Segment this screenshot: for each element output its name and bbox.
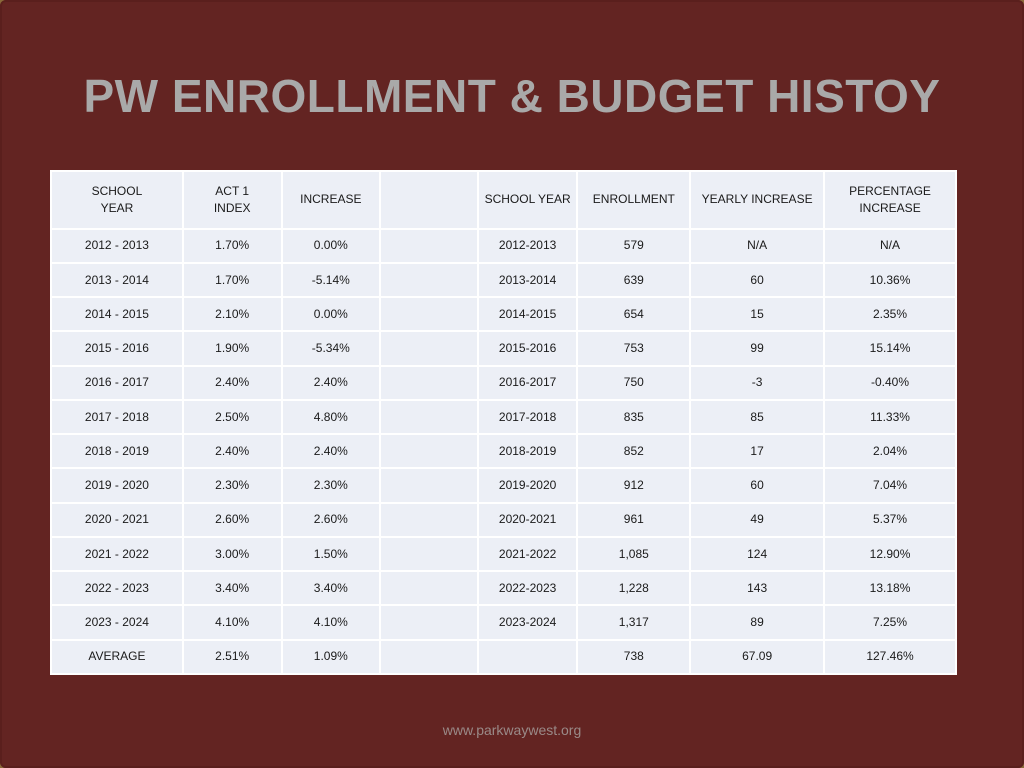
cell-increase: 2.60% xyxy=(282,503,381,537)
cell-yearly-increase: 15 xyxy=(690,297,824,331)
cell-act1-index: 1.70% xyxy=(183,263,282,297)
cell-spacer xyxy=(380,468,478,502)
cell-enrollment: 1,228 xyxy=(577,571,690,605)
cell-percentage-increase: 11.33% xyxy=(824,400,956,434)
cell-percentage-increase: 7.04% xyxy=(824,468,956,502)
cell-enrollment: 835 xyxy=(577,400,690,434)
cell-spacer xyxy=(380,366,478,400)
table-row xyxy=(51,537,956,571)
cell-percentage-increase: 13.18% xyxy=(824,571,956,605)
cell-school-year: 2015 - 2016 xyxy=(51,331,183,365)
cell-yearly-increase: N/A xyxy=(690,229,824,263)
cell-yearly-increase: 60 xyxy=(690,263,824,297)
cell-school-year-enrollment: 2023-2024 xyxy=(478,605,578,639)
cell-increase: 4.80% xyxy=(282,400,381,434)
cell-increase: 1.09% xyxy=(282,640,381,674)
table-row xyxy=(51,468,956,502)
cell-percentage-increase: 10.36% xyxy=(824,263,956,297)
slide-title: PW ENROLLMENT & BUDGET HISTOY xyxy=(83,70,941,122)
cell-percentage-increase: N/A xyxy=(824,229,956,263)
header-school-year: SCHOOL YEAR xyxy=(51,171,183,229)
cell-school-year: 2022 - 2023 xyxy=(51,571,183,605)
cell-school-year: 2017 - 2018 xyxy=(51,400,183,434)
cell-school-year: 2013 - 2014 xyxy=(51,263,183,297)
cell-spacer xyxy=(380,400,478,434)
cell-enrollment: 753 xyxy=(577,331,690,365)
cell-increase: 1.50% xyxy=(282,537,381,571)
table-average-row xyxy=(51,640,956,674)
cell-increase: 0.00% xyxy=(282,229,381,263)
cell-school-year-enrollment: 2020-2021 xyxy=(478,503,578,537)
table-row xyxy=(51,366,956,400)
cell-spacer xyxy=(380,571,478,605)
cell-enrollment: 912 xyxy=(577,468,690,502)
cell-enrollment: 738 xyxy=(577,640,690,674)
cell-spacer xyxy=(380,229,478,263)
table-row xyxy=(51,331,956,365)
table-row xyxy=(51,434,956,468)
cell-school-year: 2021 - 2022 xyxy=(51,537,183,571)
table-row xyxy=(51,605,956,639)
header-enrollment: ENROLLMENT xyxy=(577,171,690,229)
cell-enrollment: 639 xyxy=(577,263,690,297)
cell-increase: -5.14% xyxy=(282,263,381,297)
cell-school-year-enrollment: 2018-2019 xyxy=(478,434,578,468)
cell-spacer xyxy=(380,537,478,571)
cell-act1-index: 2.30% xyxy=(183,468,282,502)
cell-yearly-increase: 67.09 xyxy=(690,640,824,674)
cell-act1-index: 2.40% xyxy=(183,434,282,468)
table-row xyxy=(51,263,956,297)
cell-school-year-enrollment xyxy=(478,640,578,674)
table-row xyxy=(51,400,956,434)
table-row xyxy=(51,297,956,331)
cell-enrollment: 961 xyxy=(577,503,690,537)
table-row xyxy=(51,503,956,537)
cell-act1-index: 4.10% xyxy=(183,605,282,639)
cell-percentage-increase: 127.46% xyxy=(824,640,956,674)
header-act1-index: ACT 1 INDEX xyxy=(183,171,282,229)
cell-school-year-enrollment: 2014-2015 xyxy=(478,297,578,331)
cell-school-year-enrollment: 2016-2017 xyxy=(478,366,578,400)
table-row xyxy=(51,229,956,263)
cell-school-year: 2023 - 2024 xyxy=(51,605,183,639)
cell-percentage-increase: 15.14% xyxy=(824,331,956,365)
cell-school-year-enrollment: 2013-2014 xyxy=(478,263,578,297)
cell-enrollment: 852 xyxy=(577,434,690,468)
cell-percentage-increase: 2.35% xyxy=(824,297,956,331)
cell-enrollment: 750 xyxy=(577,366,690,400)
cell-enrollment: 654 xyxy=(577,297,690,331)
cell-yearly-increase: 60 xyxy=(690,468,824,502)
header-school-year-enrollment: SCHOOL YEAR xyxy=(478,171,578,229)
cell-percentage-increase: 7.25% xyxy=(824,605,956,639)
cell-school-year: 2016 - 2017 xyxy=(51,366,183,400)
cell-spacer xyxy=(380,640,478,674)
cell-spacer xyxy=(380,605,478,639)
cell-yearly-increase: -3 xyxy=(690,366,824,400)
cell-spacer xyxy=(380,503,478,537)
cell-school-year: 2018 - 2019 xyxy=(51,434,183,468)
footer-url: www.parkwaywest.org xyxy=(442,722,582,738)
cell-act1-index: 3.00% xyxy=(183,537,282,571)
cell-school-year-enrollment: 2022-2023 xyxy=(478,571,578,605)
enrollment-budget-table xyxy=(50,170,957,675)
header-yearly-increase: YEARLY INCREASE xyxy=(690,171,824,229)
cell-percentage-increase: 5.37% xyxy=(824,503,956,537)
cell-spacer xyxy=(380,297,478,331)
header-spacer xyxy=(380,171,478,229)
cell-yearly-increase: 124 xyxy=(690,537,824,571)
cell-act1-index: 2.60% xyxy=(183,503,282,537)
table-header-row xyxy=(51,171,956,229)
cell-increase: 2.30% xyxy=(282,468,381,502)
cell-act1-index: 1.90% xyxy=(183,331,282,365)
cell-act1-index: 2.40% xyxy=(183,366,282,400)
header-percentage-increase: PERCENTAGE INCREASE xyxy=(824,171,956,229)
cell-spacer xyxy=(380,263,478,297)
cell-increase: -5.34% xyxy=(282,331,381,365)
cell-school-year-enrollment: 2015-2016 xyxy=(478,331,578,365)
cell-percentage-increase: 12.90% xyxy=(824,537,956,571)
cell-school-year-enrollment: 2019-2020 xyxy=(478,468,578,502)
cell-school-year: 2019 - 2020 xyxy=(51,468,183,502)
cell-yearly-increase: 17 xyxy=(690,434,824,468)
cell-yearly-increase: 99 xyxy=(690,331,824,365)
cell-yearly-increase: 85 xyxy=(690,400,824,434)
table-row xyxy=(51,571,956,605)
cell-increase: 2.40% xyxy=(282,366,381,400)
cell-spacer xyxy=(380,331,478,365)
cell-enrollment: 579 xyxy=(577,229,690,263)
cell-spacer xyxy=(380,434,478,468)
cell-act1-index: 2.10% xyxy=(183,297,282,331)
cell-school-year-enrollment: 2021-2022 xyxy=(478,537,578,571)
cell-school-year: 2012 - 2013 xyxy=(51,229,183,263)
cell-enrollment: 1,085 xyxy=(577,537,690,571)
cell-increase: 4.10% xyxy=(282,605,381,639)
cell-yearly-increase: 143 xyxy=(690,571,824,605)
cell-school-year-enrollment: 2017-2018 xyxy=(478,400,578,434)
header-increase: INCREASE xyxy=(282,171,381,229)
cell-act1-index: 2.51% xyxy=(183,640,282,674)
cell-percentage-increase: 2.04% xyxy=(824,434,956,468)
cell-increase: 3.40% xyxy=(282,571,381,605)
cell-school-year: 2020 - 2021 xyxy=(51,503,183,537)
cell-school-year: 2014 - 2015 xyxy=(51,297,183,331)
cell-percentage-increase: -0.40% xyxy=(824,366,956,400)
cell-school-year-enrollment: 2012-2013 xyxy=(478,229,578,263)
cell-act1-index: 2.50% xyxy=(183,400,282,434)
cell-enrollment: 1,317 xyxy=(577,605,690,639)
cell-increase: 0.00% xyxy=(282,297,381,331)
cell-increase: 2.40% xyxy=(282,434,381,468)
cell-act1-index: 3.40% xyxy=(183,571,282,605)
cell-act1-index: 1.70% xyxy=(183,229,282,263)
cell-school-year: AVERAGE xyxy=(51,640,183,674)
cell-yearly-increase: 49 xyxy=(690,503,824,537)
cell-yearly-increase: 89 xyxy=(690,605,824,639)
